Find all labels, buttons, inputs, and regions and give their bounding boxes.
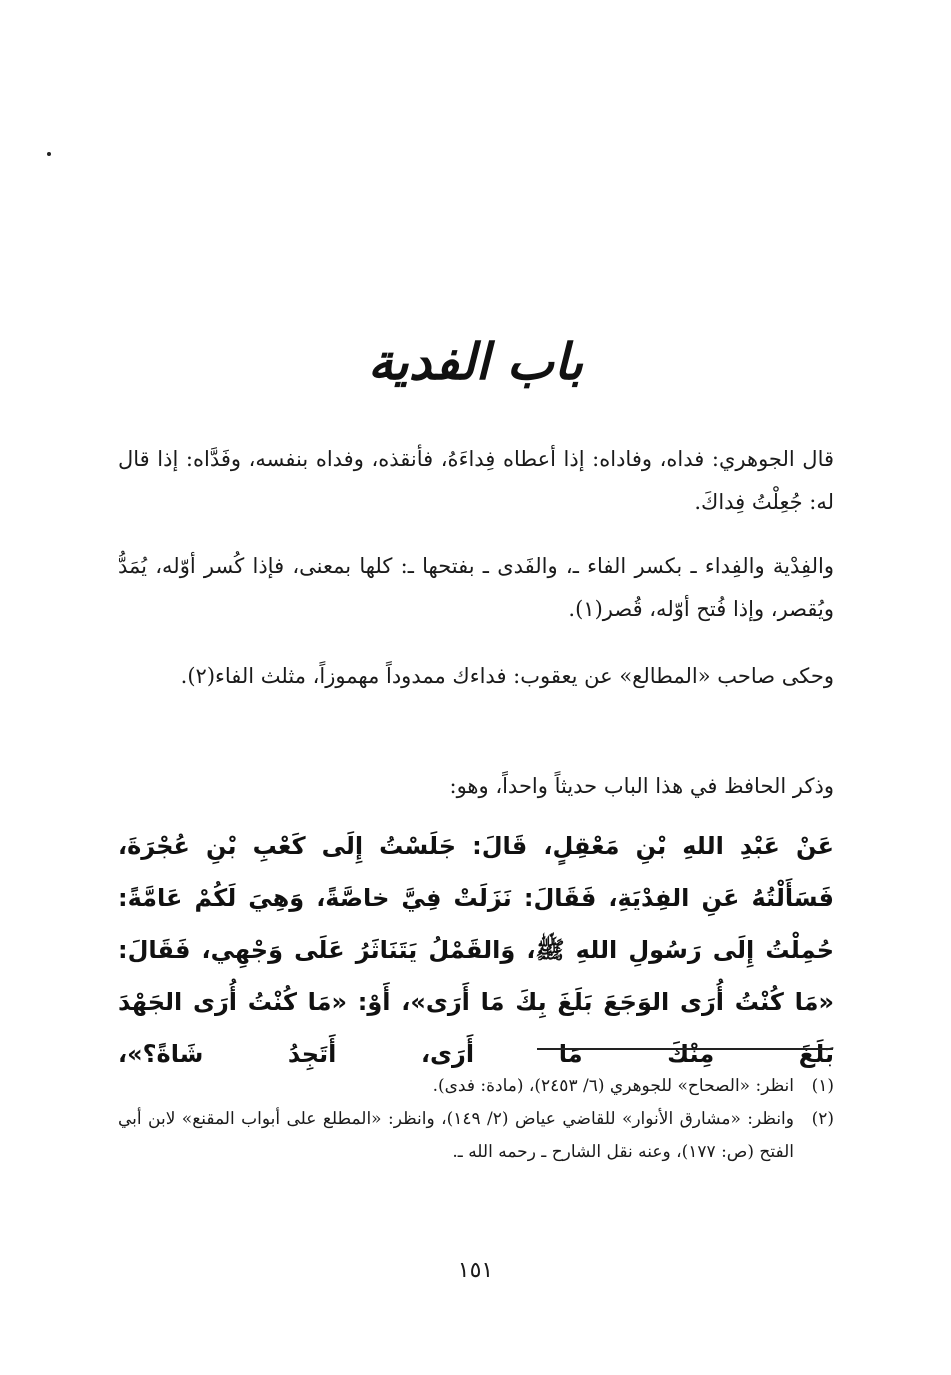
footnote-text: انظر: «الصحاح» للجوهري (٦/ ٢٤٥٣)، (مادة: فدى). (432, 1076, 794, 1096)
footnote-number: (١) (811, 1076, 834, 1096)
footnote-text: وانظر: «مشارق الأنوار» للقاضي عياض (٢/ ١٤٩)، وانظر: «المطلع على أبواب المقنع» لابن أبي الفتح (ص: ١٧٧)، وعنه نقل الشارح ـ رحمه الله ـ. (118, 1109, 794, 1162)
footnote-item (118, 1103, 834, 1169)
paragraph-fidya-meaning: والفِدْية والفِداء ـ بكسر الفاء ـ، والفَدى ـ بفتحها ـ: كلها بمعنى، فإذا كُسر أوّله، يُمَدُّ ويُقصر، وإذا فُتح أوّله، قُصر(١). (118, 554, 834, 621)
hadith-text: عَنْ عَبْدِ اللهِ بْنِ مَعْقِلٍ، قَالَ: جَلَسْتُ إِلَى كَعْبِ بْنِ عُجْرَةَ، فَسَأَلْتُهُ عَنِ الفِدْيَةِ، فَقَالَ: نَزَلَتْ فِيَّ خاصَّةً، وَهِيَ لَكُمْ عَامَّةً: حُمِلْتُ إِلَى رَسُولِ اللهِ ﷺ، وَالقَمْلُ يَتَنَاثَرُ عَلَى وَجْهِي، فَقَالَ: «مَا كُنْتُ أُرَى الوَجَعَ بَلَغَ بِكَ مَا أَرَى»، أَوْ: «مَا كُنْتُ أُرَى الجَهْدَ بَلَغَ مِنْكَ مَا أَرَى، أَتَجِدُ شَاةً؟»، (118, 832, 834, 1068)
paragraph-jawhari: قال الجوهري: فداه، وفاداه: إذا أعطاه فِداءَهُ، فأنقذه، وفداه بنفسه، وفَدَّاه: إذا قال له: جُعِلْتُ فِداكَ. (118, 447, 834, 514)
footnote-number: (٢) (811, 1109, 834, 1129)
stray-dot (47, 152, 51, 156)
page-number: ١٥١ (457, 1258, 494, 1283)
paragraph-hafiz-intro: وذكر الحافظ في هذا الباب حديثاً واحداً، وهو: (449, 774, 834, 798)
footnote-divider (537, 1048, 833, 1050)
paragraph-mataali: وحكى صاحب «المطالع» عن يعقوب: فداءك ممدوداً مهموزاً، مثلث الفاء(٢). (180, 664, 834, 688)
chapter-title: باب الفدية (367, 332, 583, 391)
footnotes (118, 1070, 834, 1169)
footnote-item (118, 1070, 834, 1103)
